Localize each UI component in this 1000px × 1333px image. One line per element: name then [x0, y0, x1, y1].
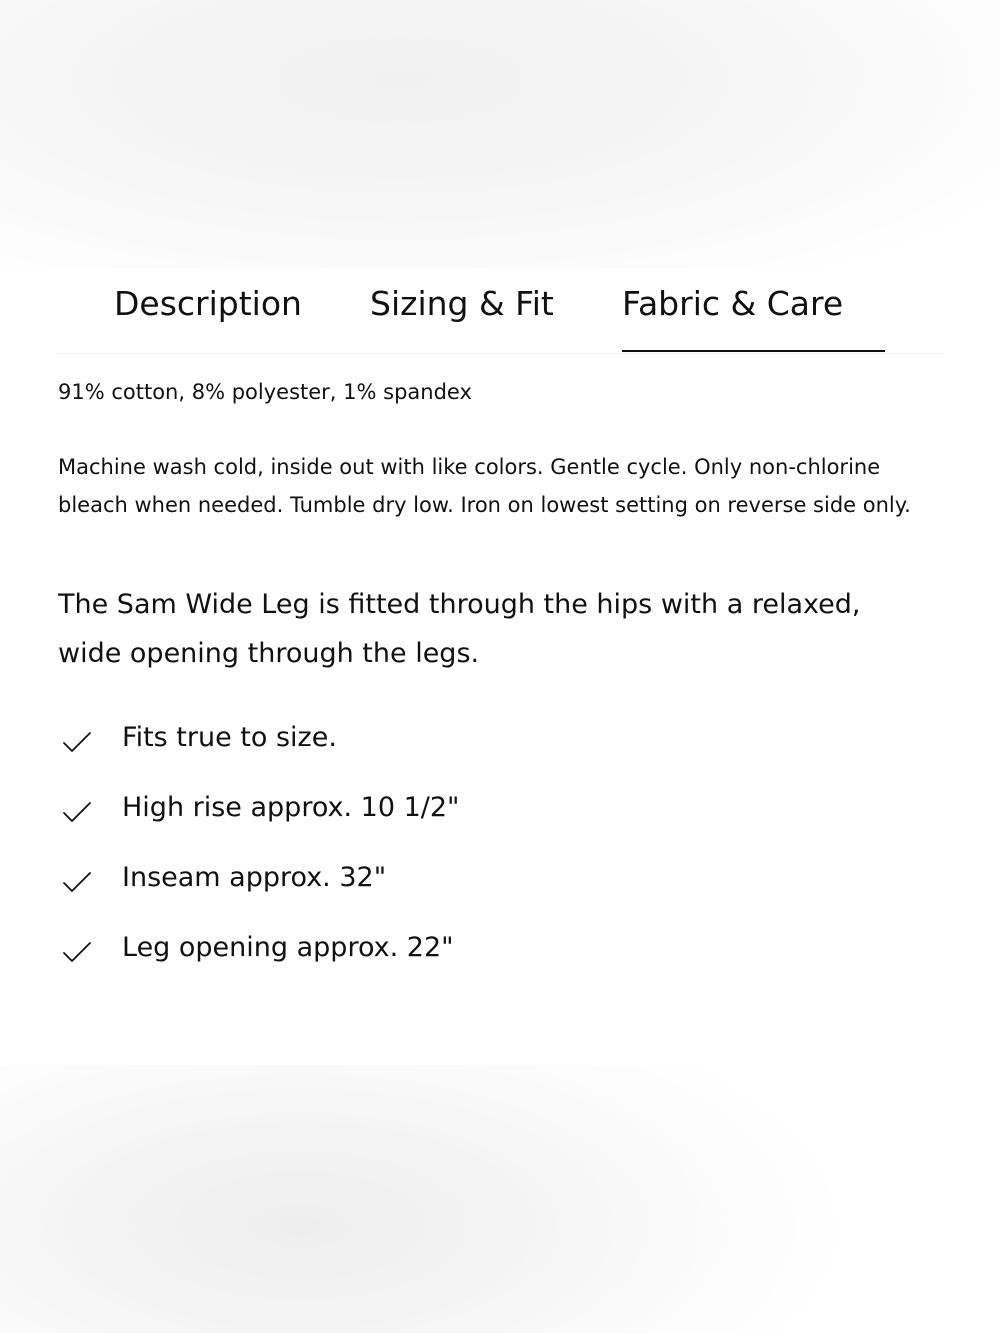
list-item — [58, 788, 942, 858]
fit-description: The Sam Wide Leg is fitted through the hips with a relaxed, wide opening through the legs. — [58, 589, 861, 669]
check-icon — [62, 870, 92, 894]
fabric-composition: 91% cotton, 8% polyester, 1% spandex — [58, 380, 472, 404]
tab-fabric-care[interactable]: Fabric & Care — [622, 284, 844, 323]
list-item — [58, 858, 942, 928]
tab-sizing-fit[interactable]: Sizing & Fit — [370, 284, 554, 323]
details-tabs — [58, 268, 942, 354]
check-icon — [62, 730, 92, 754]
check-icon — [62, 800, 92, 824]
fit-item-label: Leg opening approx. 22" — [122, 932, 454, 963]
check-icon — [62, 940, 92, 964]
active-tab-indicator — [622, 350, 885, 352]
list-item — [58, 718, 942, 788]
product-details-panel — [0, 268, 1000, 1065]
product-image-top — [0, 0, 1000, 268]
fit-list — [58, 718, 942, 998]
tab-description[interactable]: Description — [114, 284, 302, 323]
tab-content — [58, 373, 942, 998]
product-image-bottom — [0, 1065, 1000, 1333]
fit-item-label: Fits true to size. — [122, 722, 337, 753]
fit-item-label: Inseam approx. 32" — [122, 862, 387, 893]
list-item — [58, 928, 942, 998]
fit-item-label: High rise approx. 10 1/2" — [122, 792, 460, 823]
care-instructions: Machine wash cold, inside out with like colors. Gentle cycle. Only non-chlorine bleach when needed. Tumble dry low. Iron on lowest setting on reverse side only. — [58, 455, 911, 517]
